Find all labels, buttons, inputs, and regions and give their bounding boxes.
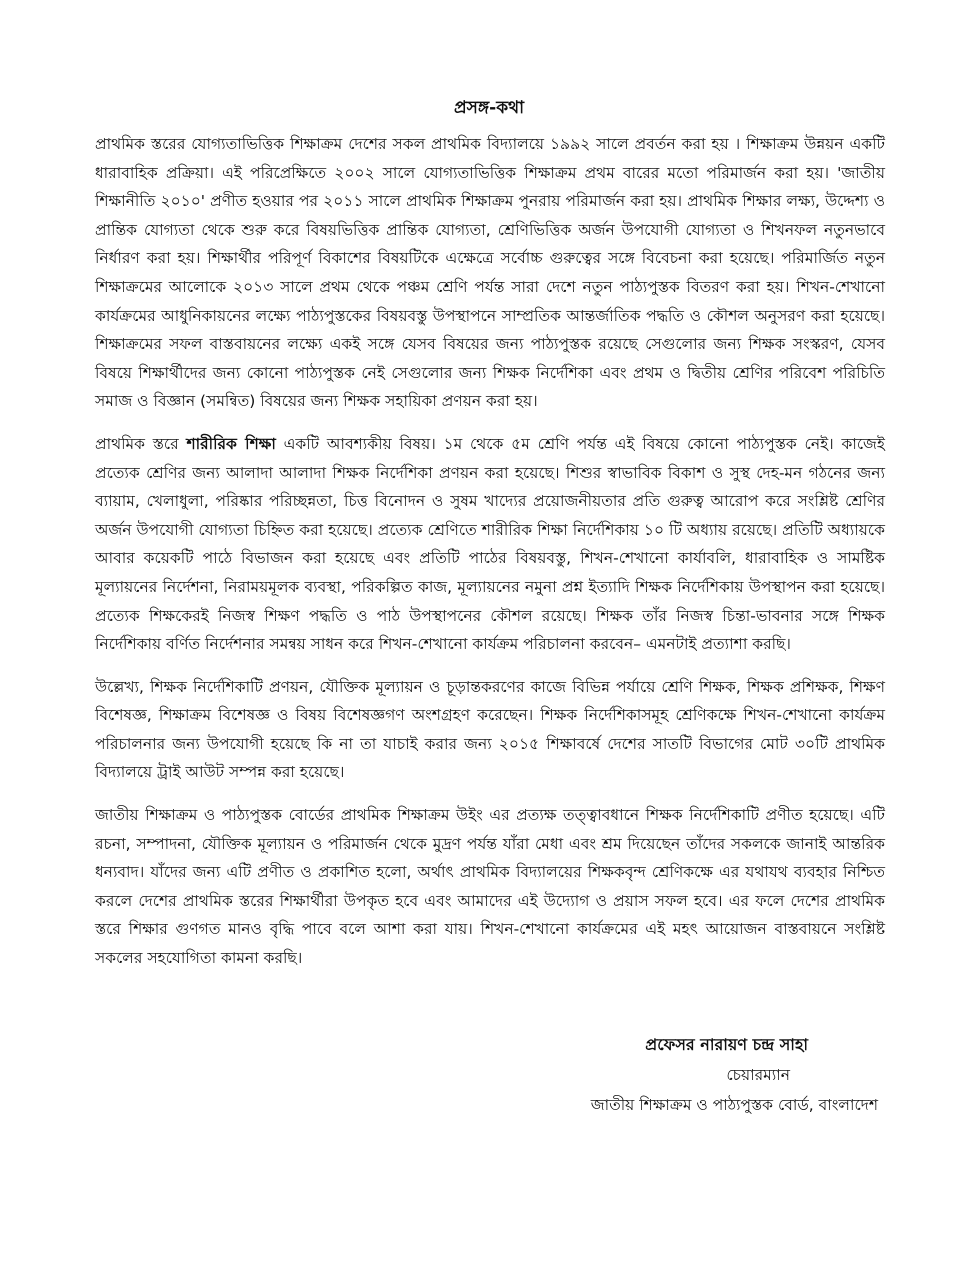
signature-block: [398, 1030, 878, 1120]
paragraph-2-rest: একটি আবশ্যকীয় বিষয়। ১ম থেকে ৫ম শ্রেণি পর্যন্ত এই বিষয়ে কোনো পাঠ্যপুস্তক নেই। কাজেই প্রত্যেক শ্রেণির জন্য আলাদা আলাদা শিক্ষক নির্দেশিকা প্রণয়ন করা হয়েছে। শিশুর স্বাভাবিক বিকাশ ও সুস্থ দেহ-মন গঠনের জন্য ব্যায়াম, খেলাধুলা, পরিষ্কার পরিচ্ছন্নতা, চিত্ত বিনোদন ও সুষম খাদ্যের প্রয়োজনীয়তার প্রতি গুরুত্ব আরোপ করে সংশ্লিষ্ট শ্রেণির অর্জন উপযোগী যোগ্যতা চিহ্নিত করা হয়েছে। প্রত্যেক শ্রেণিতে শারীরিক শিক্ষা নির্দেশিকায় ১০ টি অধ্যায় রয়েছে। প্রতিটি অধ্যায়কে আবার কয়েকটি পাঠে বিভাজন করা হয়েছে এবং প্রতিটি পাঠের বিষয়বস্তু, শিখন-শেখানো কার্যাবলি, ধারাবাহিক ও সামষ্টিক মূল্যায়নের নির্দেশনা, নিরাময়মূলক ব্যবস্থা, পরিকল্পিত কাজ, মূল্যায়নের নমুনা প্রশ্ন ইত্যাদি শিক্ষক নির্দেশিকায় উপস্থাপন করা হয়েছে। প্রত্যেক শিক্ষকেরই নিজস্ব শিক্ষণ পদ্ধতি ও পাঠ উপস্থাপনের কৌশল রয়েছে। শিক্ষক তাঁর নিজস্ব চিন্তা-ভাবনার সঙ্গে শিক্ষক নির্দেশিকায় বর্ণিত নির্দেশনার সমন্বয় সাধন করে শিখন-শেখানো কার্যক্রম পরিচালনা করবেন– এমনটাই প্রত্যাশা করছি।: [95, 434, 885, 654]
paragraph-2-intro: প্রাথমিক স্তরে: [95, 434, 187, 453]
paragraph-1: প্রাথমিক স্তরের যোগ্যতাভিত্তিক শিক্ষাক্রম দেশের সকল প্রাথমিক বিদ্যালয়ে ১৯৯২ সালে প্রবর্তন করা হয় । শিক্ষাক্রম উন্নয়ন একটি ধারাবাহিক প্রক্রিয়া। এই পরিপ্রেক্ষিতে ২০০২ সালে যোগ্যতাভিত্তিক শিক্ষাক্রম প্রথম বারের মতো পরিমার্জন করা হয়। 'জাতীয় শিক্ষানীতি ২০১০' প্রণীত হওয়ার পর ২০১১ সালে প্রাথমিক শিক্ষাক্রম পুনরায় পরিমার্জন করা হয়। প্রাথমিক শিক্ষার লক্ষ্য, উদ্দেশ্য ও প্রান্তিক যোগ্যতা থেকে শুরু করে বিষয়ভিত্তিক প্রান্তিক যোগ্যতা, শ্রেণিভিত্তিক অর্জন উপযোগী যোগ্যতা ও শিখনফল নতুনভাবে নির্ধারণ করা হয়। শিক্ষার্থীর পরিপূর্ণ বিকাশের বিষয়টিকে এক্ষেত্রে সর্বোচ্চ গুরুত্বের সঙ্গে বিবেচনা করা হয়েছে। পরিমার্জিত নতুন শিক্ষাক্রমের আলোকে ২০১৩ সালে প্রথম থেকে পঞ্চম শ্রেণি পর্যন্ত সারা দেশে নতুন পাঠ্যপুস্তক বিতরণ করা হয়। শিখন-শেখানো কার্যক্রমের আধুনিকায়নের লক্ষ্যে পাঠ্যপুস্তকের বিষয়বস্তু উপস্থাপনে সাম্প্রতিক আন্তর্জাতিক পদ্ধতি ও কৌশল অনুসরণ করা হয়েছে। শিক্ষাক্রমের সফল বাস্তবায়নের লক্ষ্যে একই সঙ্গে যেসব বিষয়ের জন্য পাঠ্যপুস্তক রয়েছে সেগুলোর জন্য শিক্ষক সংস্করণ, যেসব বিষয়ে শিক্ষার্থীদের জন্য কোনো পাঠ্যপুস্তক নেই সেগুলোর জন্য শিক্ষক নির্দেশিকা এবং প্রথম ও দ্বিতীয় শ্রেণির পরিবেশ পরিচিতি সমাজ ও বিজ্ঞান (সমন্বিত) বিষয়ের জন্য শিক্ষক সহায়িকা প্রণয়ন করা হয়।: [95, 135, 885, 411]
signatory-title: চেয়ারম্যান: [726, 1066, 790, 1084]
paragraph-4: জাতীয় শিক্ষাক্রম ও পাঠ্যপুস্তক বোর্ডের প্রাথমিক শিক্ষাক্রম উইং এর প্রত্যক্ষ তত্ত্বাবধানে শিক্ষক নির্দেশিকাটি প্রণীত হয়েছে। এটি রচনা, সম্পাদনা, যৌক্তিক মূল্যায়ন ও পরিমার্জন থেকে মুদ্রণ পর্যন্ত যাঁরা মেধা এবং শ্রম দিয়েছেন তাঁদের সকলকে জানাই আন্তরিক ধন্যবাদ। যাঁদের জন্য এটি প্রণীত ও প্রকাশিত হলো, অর্থাৎ প্রাথমিক বিদ্যালয়ের শিক্ষকবৃন্দ শ্রেণিকক্ষে এর যথাযথ ব্যবহার নিশ্চিত করলে দেশের প্রাথমিক স্তরের শিক্ষার্থীরা উপকৃত হবে এবং আমাদের এই উদ্যোগ ও প্রয়াস সফল হবে। এর ফলে দেশের প্রাথমিক স্তরে শিক্ষার গুণগত মানও বৃদ্ধি পাবে বলে আশা করা যায়। শিখন-শেখানো কার্যক্রমের এই মহৎ আয়োজন বাস্তবায়নে সংশ্লিষ্ট সকলের সহযোগিতা কামনা করছি।: [95, 806, 885, 968]
paragraph-2: [95, 430, 885, 659]
page-title: প্রসঙ্গ-কথা: [453, 98, 525, 118]
body-text: [95, 130, 885, 987]
paragraph-3: উল্লেখ্য, শিক্ষক নির্দেশিকাটি প্রণয়ন, যৌক্তিক মূল্যায়ন ও চূড়ান্তকরণের কাজে বিভিন্ন পর্যায়ে শ্রেণি শিক্ষক, শিক্ষক প্রশিক্ষক, শিক্ষণ বিশেষজ্ঞ, শিক্ষাক্রম বিশেষজ্ঞ ও বিষয় বিশেষজ্ঞগণ অংশগ্রহণ করেছেন। শিক্ষক নির্দেশিকাসমূহ শ্রেণিকক্ষে শিখন-শেখানো কার্যক্রম পরিচালনার জন্য উপযোগী হয়েছে কি না তা যাচাই করার জন্য ২০১৫ শিক্ষাবর্ষে দেশের সাতটি বিভাগের মোট ৩০টি প্রাথমিক বিদ্যালয়ে ট্রাই আউট সম্পন্ন করা হয়েছে।: [95, 677, 885, 782]
signatory-name: প্রফেসর নারায়ণ চন্দ্র সাহা: [645, 1035, 808, 1054]
subject-name-bold: শারীরিক শিক্ষা: [186, 434, 276, 453]
signatory-organization: জাতীয় শিক্ষাক্রম ও পাঠ্যপুস্তক বোর্ড, বাংলাদেশ: [590, 1096, 878, 1114]
